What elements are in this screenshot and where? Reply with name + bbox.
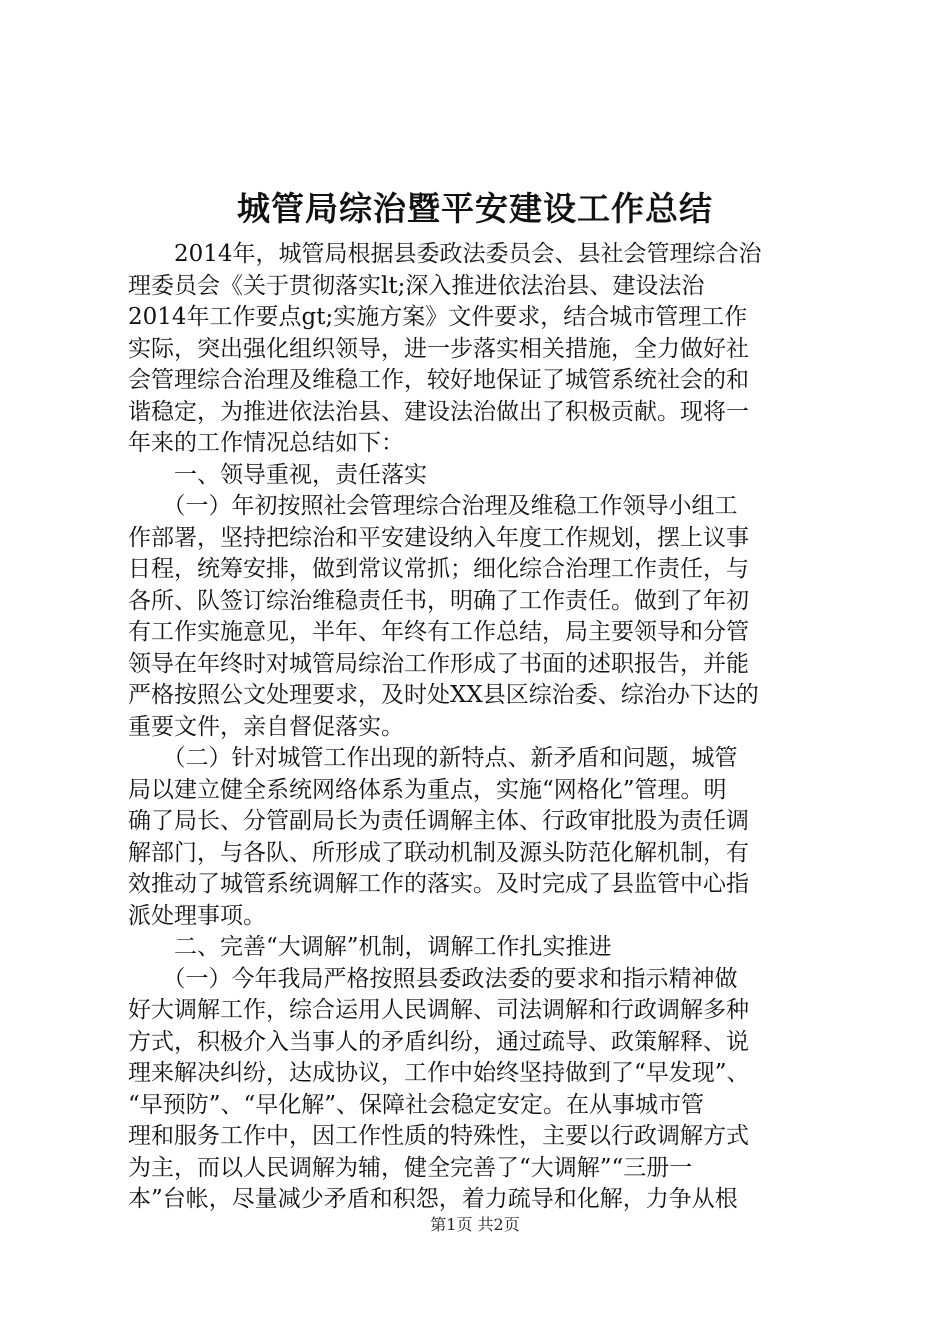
body-line: （二）针对城管工作出现的新特点、新矛盾和问题，城管 (128, 745, 738, 771)
document-body (128, 239, 836, 1216)
body-line: 年来的工作情况总结如下： (128, 430, 404, 456)
body-line: 效推动了城管系统调解工作的落实。及时完成了县监管中心指 (128, 871, 749, 897)
body-line: 解部门，与各队、所形成了联动机制及源头防范化解机制，有 (128, 839, 749, 866)
body-line: 理委员会《关于贯彻落实lt;深入推进依法治县、建设法治 (128, 272, 705, 299)
body-line: 好大调解工作，综合运用人民调解、司法调解和行政调解多种 (128, 997, 749, 1023)
body-line: 2014年工作要点gt;实施方案》文件要求，结合城市管理工作 (128, 304, 748, 330)
document-title: 城管局综治暨平安建设工作总结 (237, 189, 713, 228)
body-line: 派处理事项。 (128, 902, 266, 929)
body-line: 各所、队签订综治维稳责任书，明确了工作责任。做到了年初 (128, 587, 749, 614)
body-line: 理和服务工作中，因工作性质的特殊性，主要以行政调解方式 (128, 1123, 749, 1149)
body-line: 二、完善“大调解”机制，调解工作扎实推进 (128, 934, 612, 960)
body-line: “早预防”、“早化解”、保障社会稳定安定。在从事城市管 (128, 1091, 705, 1118)
body-line: 实际，突出强化组织领导，进一步落实相关措施，全力做好社 (128, 335, 749, 362)
body-line: 会管理综合治理及维稳工作，较好地保证了城管系统社会的和 (128, 367, 749, 393)
body-line: 重要文件，亲自督促落实。 (128, 713, 404, 740)
body-line: 作部署，坚持把综治和平安建设纳入年度工作规划，摆上议事 (128, 524, 749, 551)
body-line: 确了局长、分管副局长为责任调解主体、行政审批股为责任调 (128, 808, 749, 834)
body-line: 谐稳定，为推进依法治县、建设法治做出了积极贡献。现将一 (128, 398, 749, 425)
body-line: 本”台帐，尽量减少矛盾和积怨，着力疏导和化解，力争从根 (128, 1186, 738, 1212)
body-line: 局以建立健全系统网络体系为重点，实施“网格化”管理。明 (128, 776, 727, 803)
body-line: （一）今年我局严格按照县委政法委的要求和指示精神做 (128, 965, 738, 992)
body-line: 一、领导重视，责任落实 (128, 461, 427, 488)
body-line: （一）年初按照社会管理综合治理及维稳工作领导小组工 (128, 493, 738, 519)
body-line: 2014年，城管局根据县委政法委员会、县社会管理综合治 (128, 241, 762, 267)
body-line: 严格按照公文处理要求，及时处XX县区综治委、综治办下达的 (128, 682, 759, 708)
page-footer: 第1页 共2页 (430, 1215, 520, 1234)
body-line: 有工作实施意见，半年、年终有工作总结，局主要领导和分管 (128, 619, 749, 645)
body-line: 日程，统筹安排，做到常议常抓；细化综合治理工作责任，与 (128, 556, 749, 582)
body-line: 为主，而以人民调解为辅，健全完善了“大调解”“三册一 (128, 1154, 693, 1181)
body-line: 领导在年终时对城管局综治工作形成了书面的述职报告，并能 (128, 650, 749, 677)
body-line: 方式，积极介入当事人的矛盾纠纷，通过疏导、政策解释、说 (128, 1028, 749, 1055)
body-line: 理来解决纠纷，达成协议，工作中始终坚持做到了“早发现”、 (128, 1060, 750, 1086)
